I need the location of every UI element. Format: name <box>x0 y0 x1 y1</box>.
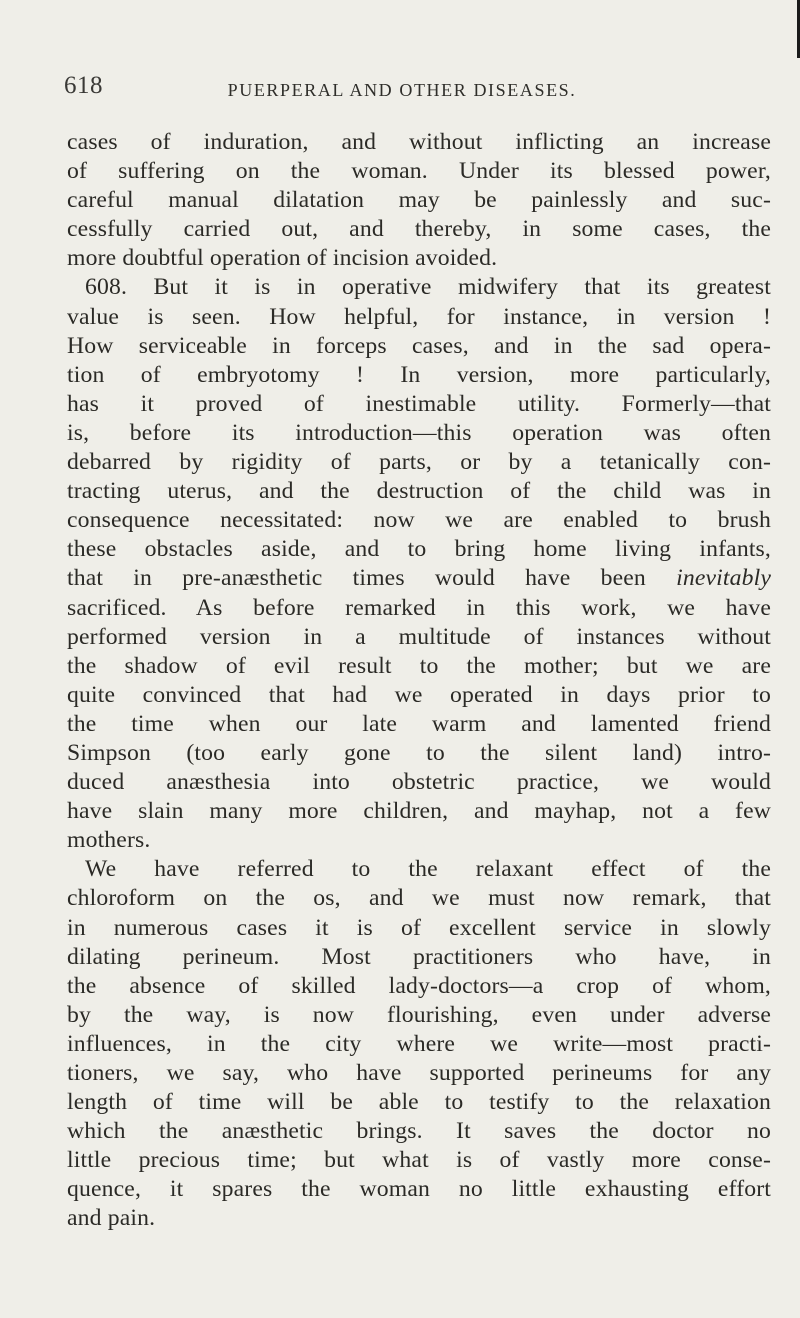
text-line: in numerous cases it is of excellent service in slowly <box>67 914 771 941</box>
text-line: little precious time; but what is of vastly more conse- <box>67 1147 771 1174</box>
text-line: We have referred to the relaxant effect of the <box>85 856 771 883</box>
text-line: How serviceable in forceps cases, and in the sad opera- <box>67 332 771 359</box>
text-line: chloroform on the os, and we must now remark, that <box>67 885 771 912</box>
text-line: cessfully carried out, and thereby, in some cases, the <box>67 216 771 243</box>
text-line: quite convinced that had we operated in days prior to <box>67 681 771 708</box>
body-text <box>67 128 771 1234</box>
text-line: of suffering on the woman. Under its blessed power, <box>67 158 771 185</box>
text-line: value is seen. How helpful, for instance, in version ! <box>67 303 771 330</box>
text-line: has it proved of inestimable utility. Formerly—that <box>67 390 771 417</box>
text-line: and pain. <box>67 1205 156 1232</box>
text-line: mothers. <box>67 827 151 854</box>
text-line: consequence necessitated: now we are enabled to brush <box>67 507 771 534</box>
text-line: influences, in the city where we write—most practi- <box>67 1030 771 1057</box>
text-line: these obstacles aside, and to bring home living infants, <box>67 536 771 563</box>
text-line: debarred by rigidity of parts, or by a tetanically con- <box>67 449 771 476</box>
text-line: which the anæsthetic brings. It saves the doctor no <box>67 1118 771 1145</box>
text-line: have slain many more children, and mayhap, not a few <box>67 798 771 825</box>
text-line: duced anæsthesia into obstetric practice, we would <box>67 769 771 796</box>
text-line: 608. But it is in operative midwifery that its greatest <box>85 274 771 301</box>
text-line: quence, it spares the woman no little exhausting effort <box>67 1176 771 1203</box>
text-line: Simpson (too early gone to the silent land) intro- <box>67 739 771 766</box>
text-line: careful manual dilatation may be painlessly and suc- <box>67 187 771 214</box>
text-line: dilating perineum. Most practitioners who have, in <box>67 943 771 970</box>
text-line: is, before its introduction—this operation was often <box>67 419 771 446</box>
text-line: tion of embryotomy ! In version, more particularly, <box>67 361 771 388</box>
text-line: tracting uterus, and the destruction of the child was in <box>67 478 771 505</box>
text-line: cases of induration, and without inflicting an increase <box>67 129 771 155</box>
text-line: by the way, is now flourishing, even under adverse <box>67 1001 771 1028</box>
page-header <box>64 72 740 108</box>
text-line: the time when our late warm and lamented friend <box>67 710 771 737</box>
text-line: that in pre-anæsthetic times would have been inevitably <box>67 565 771 592</box>
text-line: the shadow of evil result to the mother; but we are <box>67 652 771 679</box>
text-line: the absence of skilled lady-doctors—a crop of whom, <box>67 972 771 999</box>
text-line: sacrificed. As before remarked in this work, we have <box>67 594 771 621</box>
text-line: performed version in a multitude of instances without <box>67 623 771 650</box>
page-number: 618 <box>64 72 103 99</box>
text-line: tioners, we say, who have supported perineums for any <box>67 1060 771 1086</box>
text-line: more doubtful operation of incision avoided. <box>67 245 498 272</box>
text-line: length of time will be able to testify to the relaxation <box>67 1089 771 1116</box>
running-head: PUERPERAL AND OTHER DISEASES. <box>227 80 577 100</box>
